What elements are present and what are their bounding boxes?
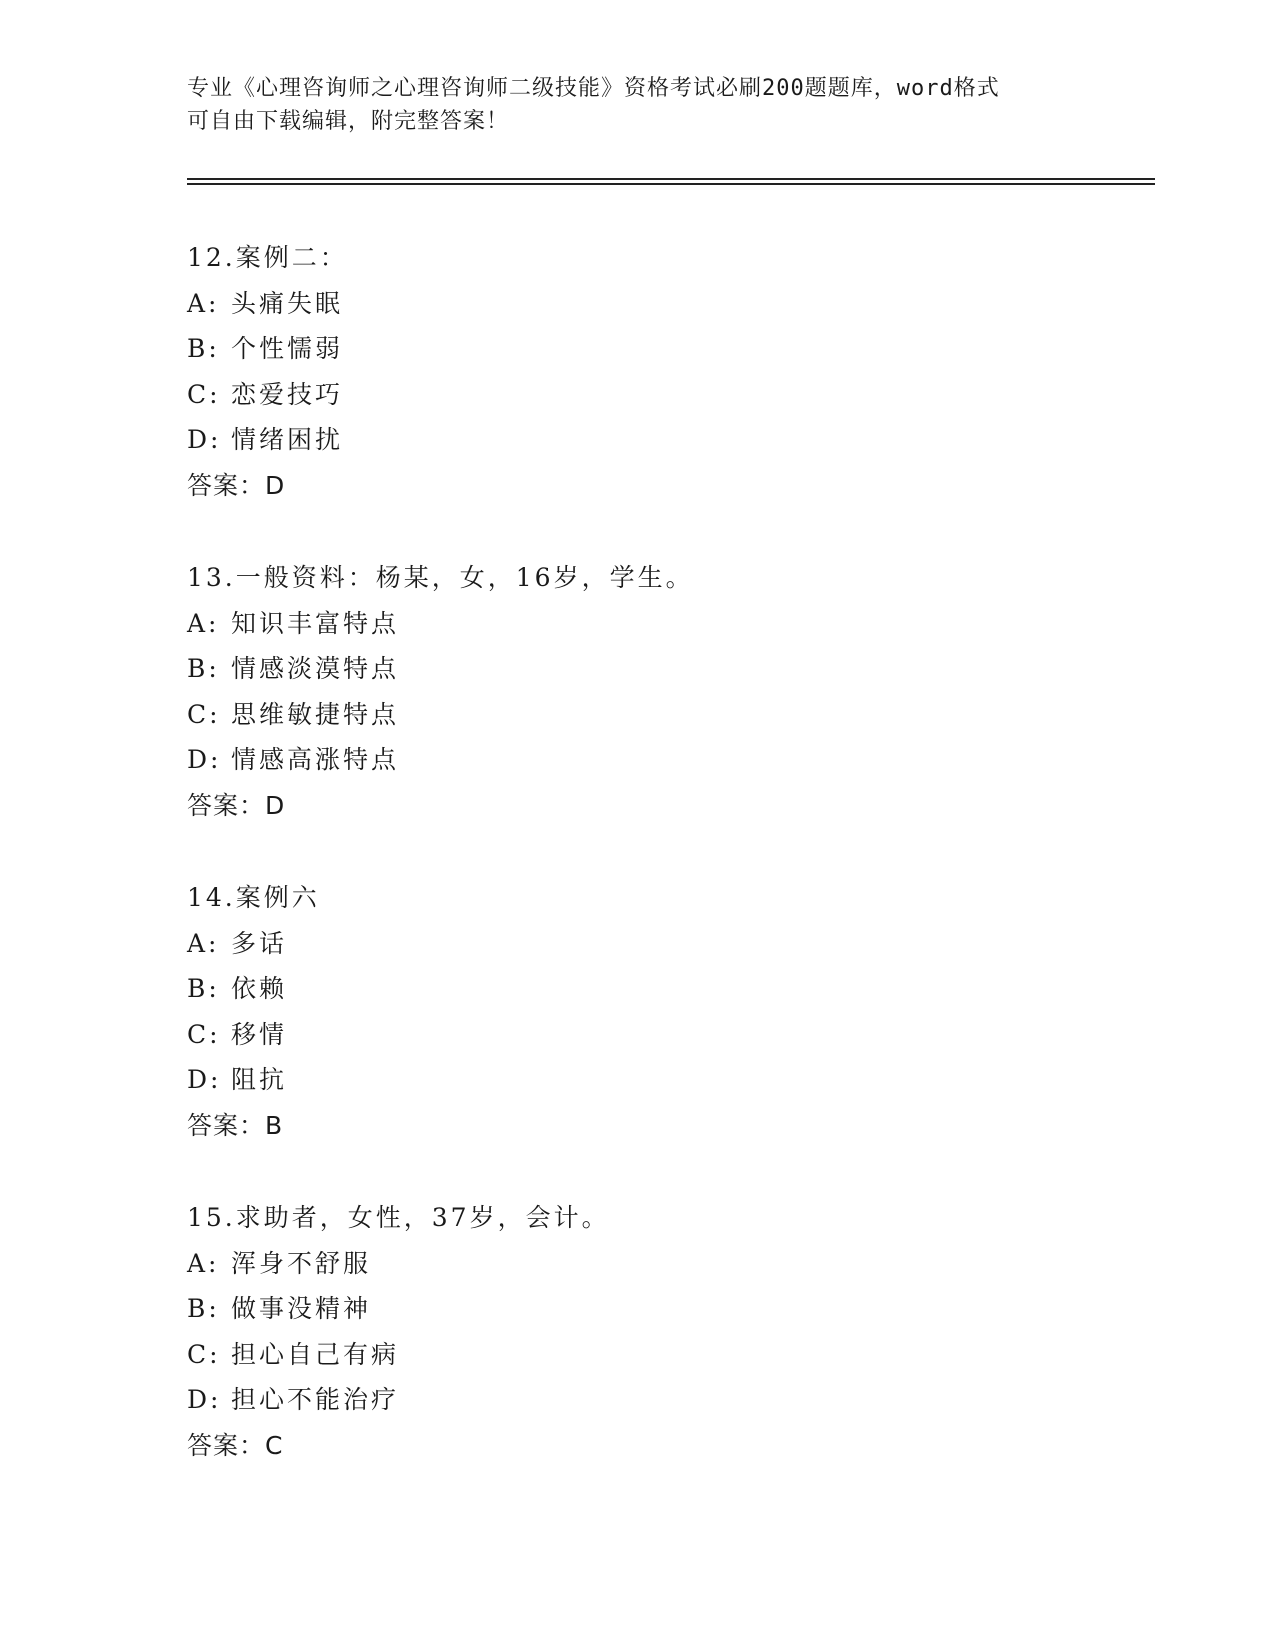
option-letter: B: bbox=[187, 974, 220, 1003]
option-text: 浑身不舒服 bbox=[231, 1248, 372, 1278]
question-stem: 12.案例二： bbox=[187, 243, 348, 272]
option-text: 情感淡漠特点 bbox=[231, 654, 400, 683]
option-text: 思维敏捷特点 bbox=[231, 699, 400, 729]
option-d bbox=[187, 1377, 1087, 1423]
question-list bbox=[187, 235, 1087, 1515]
header-divider-bottom bbox=[187, 183, 1155, 185]
option-c bbox=[187, 692, 1087, 738]
answer-line: 答案：D bbox=[187, 790, 286, 820]
option-text: 担心不能治疗 bbox=[231, 1385, 400, 1414]
option-letter: B: bbox=[187, 334, 220, 363]
option-d bbox=[187, 737, 1087, 783]
option-letter: C: bbox=[187, 1019, 221, 1049]
option-text: 做事没精神 bbox=[231, 1294, 372, 1323]
option-letter: A: bbox=[187, 1248, 220, 1278]
option-text: 情绪困扰 bbox=[231, 425, 344, 454]
option-text: 头痛失眠 bbox=[231, 288, 344, 318]
option-text: 个性懦弱 bbox=[231, 334, 344, 363]
answer-line: 答案：D bbox=[187, 470, 286, 500]
option-letter: D: bbox=[187, 1385, 222, 1414]
option-c bbox=[187, 1012, 1087, 1058]
option-letter: C: bbox=[187, 1339, 221, 1369]
option-a bbox=[187, 921, 1087, 967]
option-letter: A: bbox=[187, 288, 220, 318]
question-14 bbox=[187, 875, 1087, 1195]
option-letter: B: bbox=[187, 1294, 220, 1323]
option-letter: D: bbox=[187, 1065, 222, 1094]
option-b bbox=[187, 326, 1087, 372]
option-d bbox=[187, 417, 1087, 463]
option-b bbox=[187, 1286, 1087, 1332]
header-line-2: 可自由下载编辑，附完整答案！ bbox=[187, 109, 510, 134]
answer-line: 答案：B bbox=[187, 1110, 284, 1140]
option-b bbox=[187, 646, 1087, 692]
question-15 bbox=[187, 1195, 1087, 1515]
option-text: 恋爱技巧 bbox=[231, 379, 344, 409]
option-letter: D: bbox=[187, 425, 222, 454]
option-a bbox=[187, 601, 1087, 647]
header-line-1: 专业《心理咨询师之心理咨询师二级技能》资格考试必刷200题题库，word格式 bbox=[187, 76, 1000, 101]
question-stem: 14.案例六 bbox=[187, 883, 320, 912]
option-a bbox=[187, 1241, 1087, 1287]
question-stem: 15.求助者，女性，37岁，会计。 bbox=[187, 1203, 610, 1232]
question-stem: 13.一般资料：杨某，女，16岁，学生。 bbox=[187, 563, 694, 592]
option-text: 多话 bbox=[231, 928, 288, 958]
option-letter: A: bbox=[187, 928, 220, 958]
option-d bbox=[187, 1057, 1087, 1103]
question-12 bbox=[187, 235, 1087, 555]
option-letter: D: bbox=[187, 745, 222, 774]
option-c bbox=[187, 1332, 1087, 1378]
document-header bbox=[187, 72, 1087, 138]
option-text: 担心自己有病 bbox=[231, 1339, 400, 1369]
option-text: 情感高涨特点 bbox=[231, 745, 400, 774]
option-letter: A: bbox=[187, 608, 220, 638]
option-text: 依赖 bbox=[231, 974, 288, 1003]
option-text: 知识丰富特点 bbox=[231, 608, 400, 638]
option-letter: B: bbox=[187, 654, 220, 683]
option-c bbox=[187, 372, 1087, 418]
option-text: 阻抗 bbox=[231, 1065, 288, 1094]
option-letter: C: bbox=[187, 699, 221, 729]
header-divider-top bbox=[187, 178, 1155, 180]
answer-line: 答案：C bbox=[187, 1430, 284, 1460]
question-13 bbox=[187, 555, 1087, 875]
option-b bbox=[187, 966, 1087, 1012]
option-a bbox=[187, 281, 1087, 327]
option-letter: C: bbox=[187, 379, 221, 409]
option-text: 移情 bbox=[231, 1019, 288, 1049]
